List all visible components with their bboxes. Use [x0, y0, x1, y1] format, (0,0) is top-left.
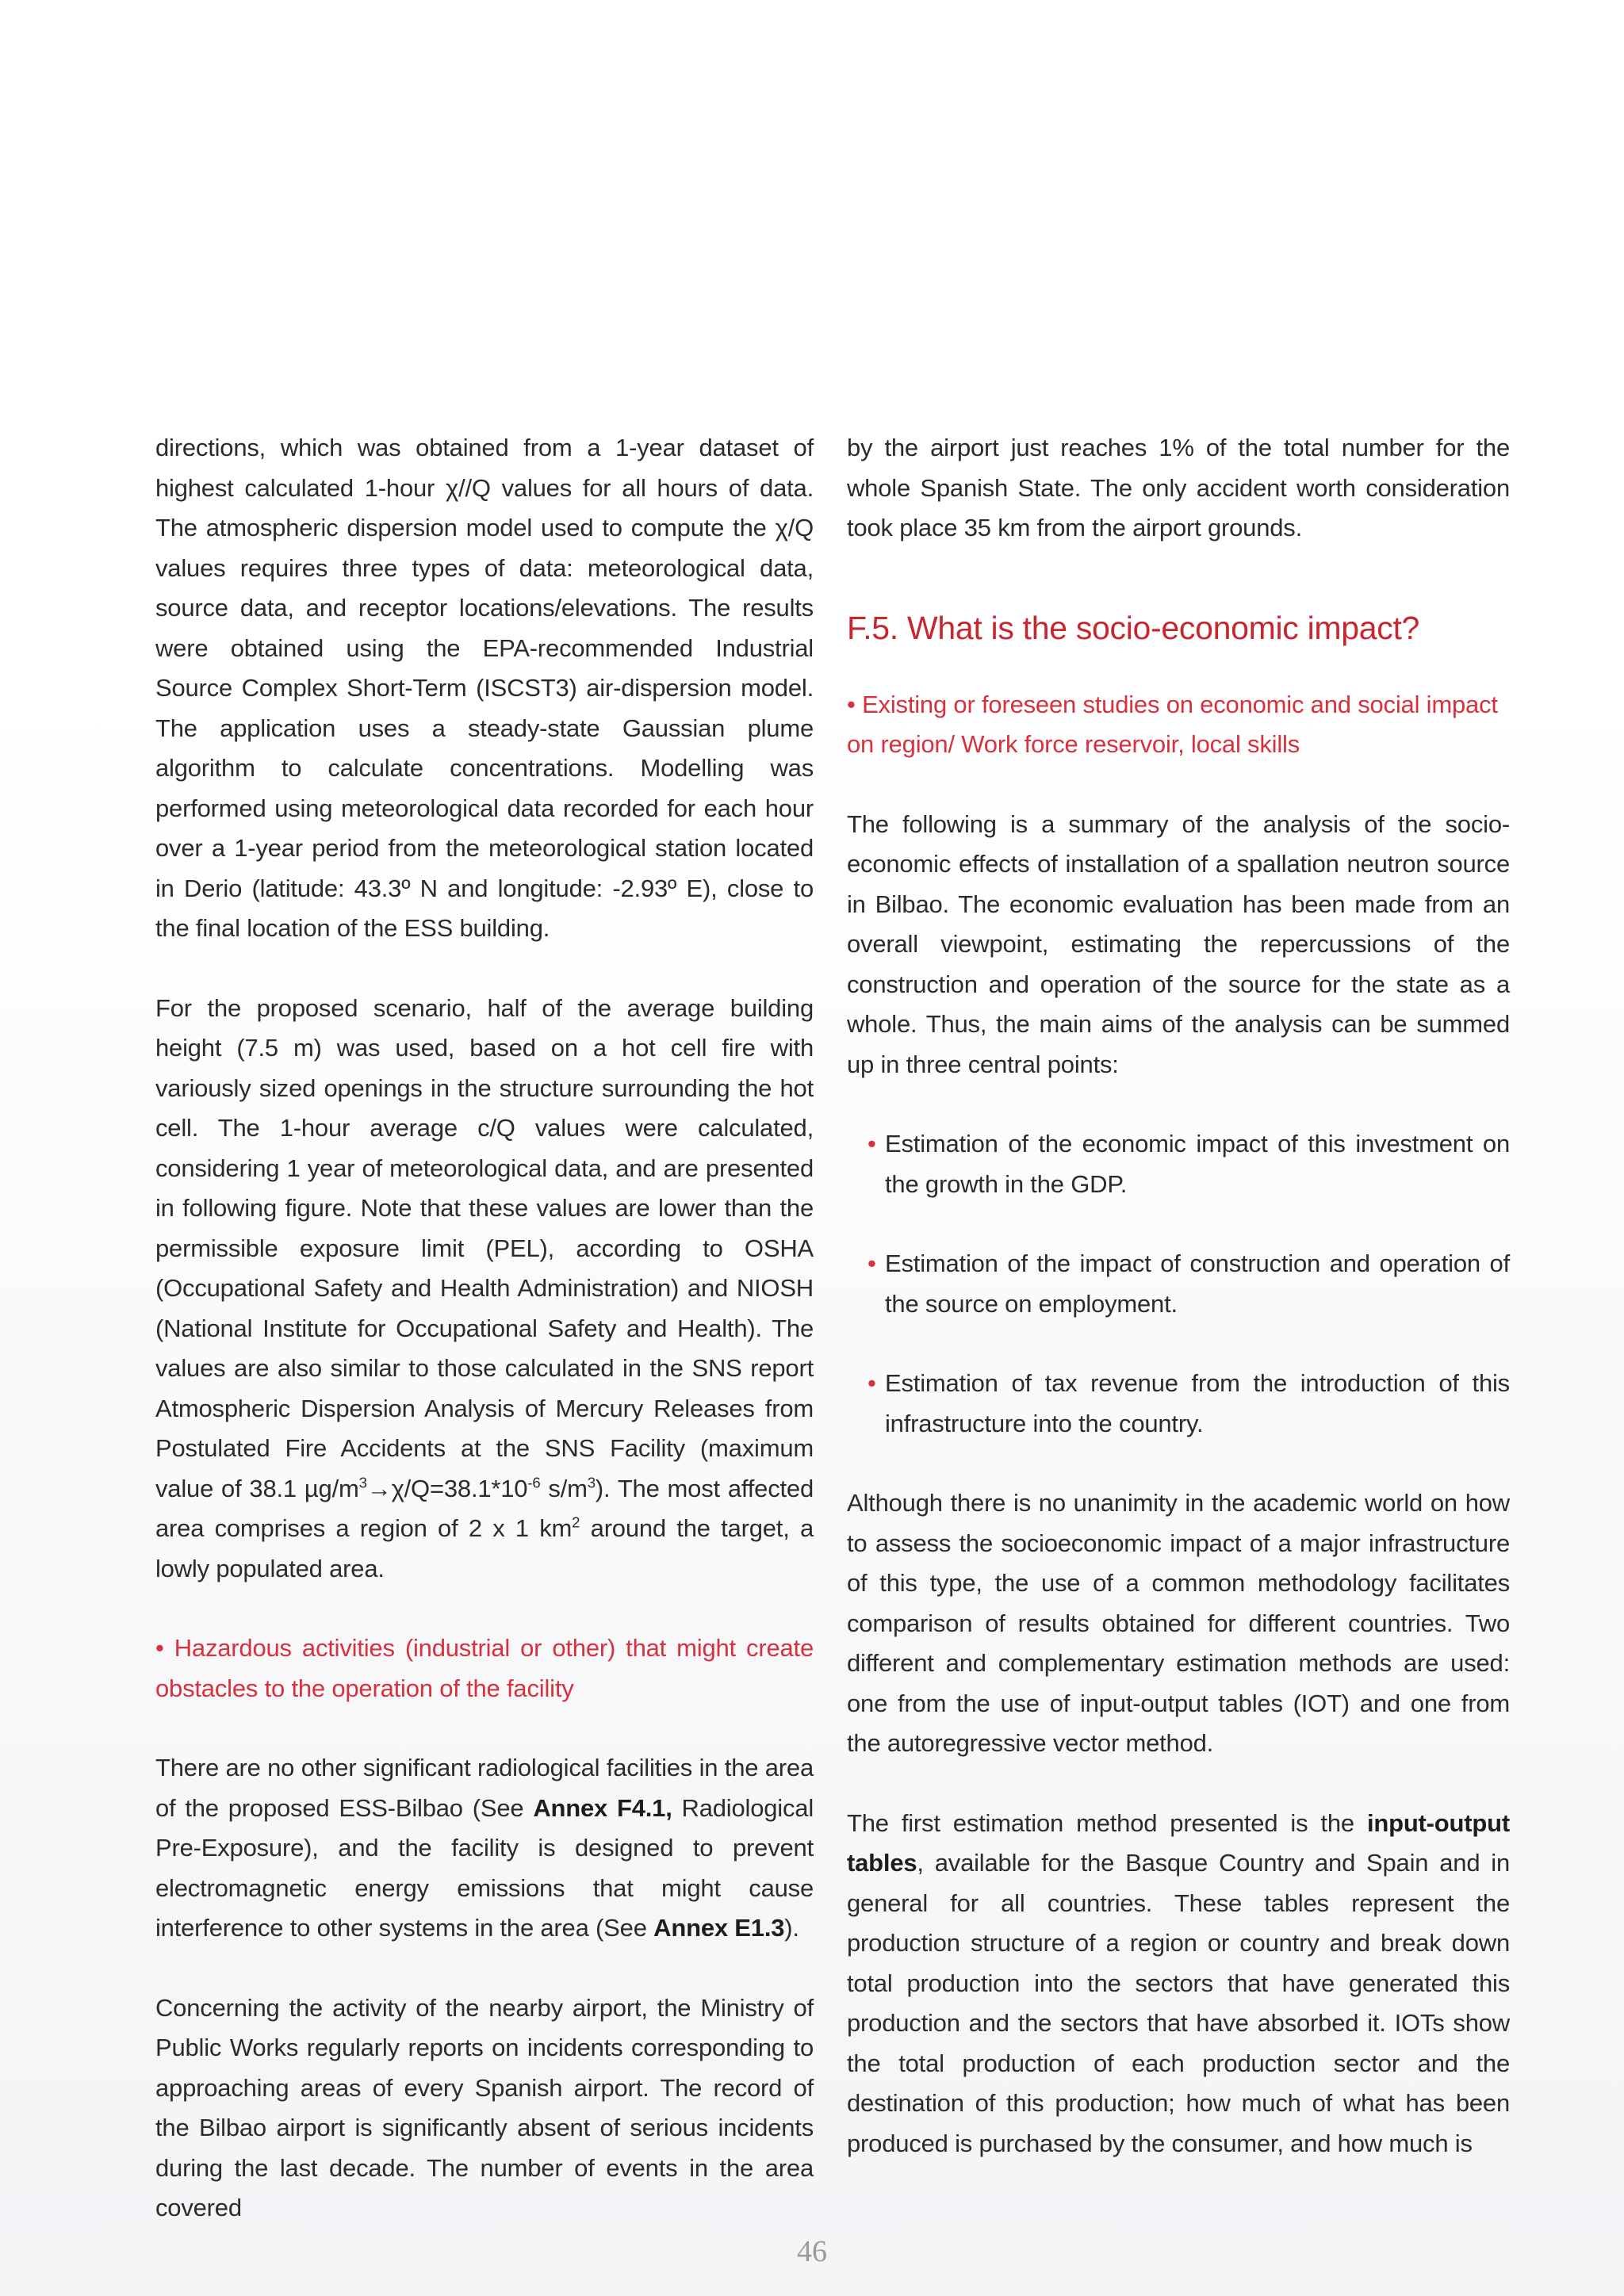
paragraph-proposed-scenario: For the proposed scenario, half of the average building height (7.5 m) was used, based on a hot cell fire with variously sized openings in the structure surrounding the hot cell. The 1-hour average c/Q values were calculated, considering 1 year of meteorological data, and are presented in following figure. Note that these values are lower than the permissible exposure limit (PEL), according to OSHA (Occupational Safety and Health Administration) and NIOSH (National Institute for Occupational Safety and Health). The values are also similar to those calculated in the SNS report Atmospheric Dispersion Analysis of Mercury Releases from Postulated Fire Accidents at the SNS Facility (maximum value of 38.1 $\mu g/m^3\to\chi/Q=38.1*10^{-6}$ $s/m^3$). The most affected area comprises a region of 2 x 1 $km^2$ around the target, a lowly populated area. [155, 993, 814, 1582]
paragraph-airport-continued: by the airport just reaches 1% of the total number for the whole Spanish State. The only accident worth consideration took place 35 km from the airport grounds. [847, 434, 1510, 541]
paragraph-input-output-tables: The first estimation method presented is the input-output tables, available for the Basque Country and Spain and in general for all countries. These tables represent the production structure of a region or country and break down total production into the sectors that have generated this production and the sectors that have absorbed it. IOTs show the total production of each production sector and the destination of this production; how much of what has been produced is purchased by the consumer, and how much is [847, 1808, 1510, 2157]
paragraph-dispersion-model: directions, which was obtained from a 1-year dataset of highest calculated 1-hour χ//Q values for all hours of data. The atmospheric dispersion model used to compute the χ/Q values requires three types of data: meteorological data, source data, and receptor locations/elevations. The results were obtained using the EPA-recommended Industrial Source Complex Short-Term (ISCST3) air-dispersion model. The application uses a steady-state Gaussian plume algorithm to calculate concentrations. Modelling was performed using meteorological data recorded for each hour over a 1-year period from the meteorological station located in Derio (latitude: 43.3º N and longitude: -2.93º E), close to the final location of the ESS building. [155, 434, 814, 942]
bullet-heading-hazardous-activities: • Hazardous activities (industrial or other) that might create obstacles to the operation of the facility [155, 1634, 814, 1702]
bullet-marker: • [868, 1130, 876, 1158]
paragraph-methodology: Although there is no unanimity in the academic world on how to assess the socioeconomic impact of a major infrastructure of this type, the use of a common methodology facilitates comparison of results obtained for different countries. Two different and complementary estimation methods are used: one from the use of input-output tables (IOT) and one from the autoregressive vector method. [847, 1489, 1510, 1757]
page-number: 46 [797, 2235, 827, 2268]
bullet-marker: • [868, 1369, 876, 1397]
left-column [155, 428, 814, 2229]
right-column [847, 428, 1510, 2164]
annex-e13-reference: Annex E1.3 [653, 1914, 785, 1942]
section-heading-socio-economic: F.5. What is the socio-economic impact? [847, 609, 1420, 646]
paragraph-radiological-facilities: There are no other significant radiological facilities in the area of the proposed ESS-Bilbao (See Annex F4.1, Radiological Pre-Exposure), and the facility is designed to prevent electromagnetic energy emissions that might cause interference to other systems in the area (See Annex E1.3). [155, 1754, 814, 1942]
paragraph-nearby-airport: Concerning the activity of the nearby airport, the Ministry of Public Works regularly reports on incidents corresponding to approaching areas of every Spanish airport. The record of the Bilbao airport is significantly absent of serious incidents during the last decade. The number of events in the area covered [155, 1993, 814, 2221]
bullet-item-employment: • Estimation of the impact of construction and operation of the source on employment. [847, 1244, 1510, 1324]
bullet-item-gdp: • Estimation of the economic impact of this investment on the growth in the GDP. [847, 1124, 1510, 1204]
bullet-heading-economic-studies: • Existing or foreseen studies on economic and social impact on region/ Work force reservoir, local skills [847, 690, 1498, 758]
bullet-item-tax-revenue: • Estimation of tax revenue from the introduction of this infrastructure into the country. [847, 1364, 1510, 1444]
annex-f41-reference: Annex F4.1, [533, 1793, 672, 1822]
bullet-marker: • [868, 1249, 876, 1277]
input-output-tables-term: input-output tables [847, 1808, 1510, 1877]
paragraph-summary-analysis: The following is a summary of the analysis of the socio-economic effects of installation of a spallation neutron source in Bilbao. The economic evaluation has been made from an overall viewpoint, estimating the repercussions of the construction and operation of the source for the state as a whole. Thus, the main aims of the analysis can be summed up in three central points: [847, 809, 1510, 1078]
